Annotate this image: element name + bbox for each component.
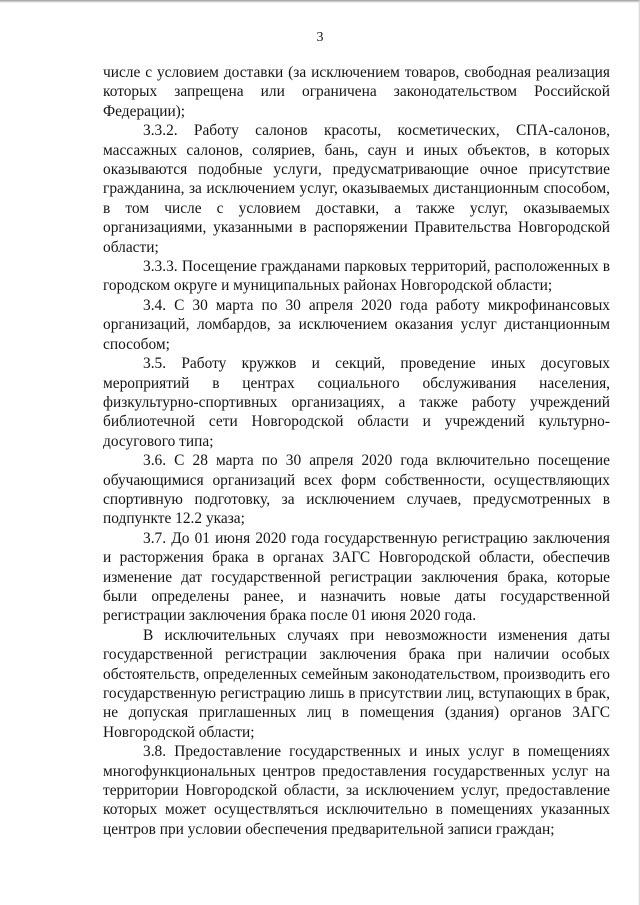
scan-edge-top	[0, 0, 640, 3]
paragraph-3-5: 3.5. Работу кружков и секций, проведение иных досуговых мероприятий в центрах социального обслуживания населения, физкультурно-спортивных организациях, а также работу учреждений библиотечной сети Новгородской области и учреждений культурно-досугового типа;	[103, 355, 610, 450]
page-number: 3	[316, 30, 324, 45]
paragraph-3-3-2: 3.3.2. Работу салонов красоты, косметических, СПА-салонов, массажных салонов, соляриев, бань, саун и иных объектов, в которых оказываются подобные услуги, предусматривающие очное присутствие гражданина, за исключением услуг, оказываемых дистанционным способом, в том числе с условием доставки, а также услуг, оказываемых организациями, указанными в распоряжении Правительства Новгородской области;	[103, 122, 610, 256]
paragraph-3-7: 3.7. До 01 июня 2020 года государственную регистрацию заключения и расторжения брака в органах ЗАГС Новгородской области, обеспечив изменение дат государственной регистрации заключения брака, которые были определены ранее, и назначить новые даты государственной регистрации заключения брака после 01 июня 2020 года.	[103, 529, 610, 625]
paragraph-3-3-3: 3.3.3. Посещение гражданами парковых территорий, расположенных в городском округе и муниципальных районах Новгородской области;	[103, 258, 610, 295]
paragraph-continuation: числе с условием доставки (за исключением товаров, свободная реализация которых запрещена или ограничена законодательством Российской Федерации);	[103, 64, 610, 120]
paragraph-exceptional-cases: В исключительных случаях при невозможности изменения даты государственной регистрации заключения брака при наличии особых обстоятельств, определенных семейным законодательством, производить его государственную регистрацию лишь в присутствии лиц, вступающих в брак, не допуская приглашенных лиц в помещения (здания) органов ЗАГС Новгородской области;	[103, 626, 610, 741]
paragraph-3-6: 3.6. С 28 марта по 30 апреля 2020 года включительно посещение обучающимися организаций всех форм собственности, осуществляющих спортивную подготовку, за исключением случаев, предусмотренных в подпункте 12.2 указа;	[103, 452, 610, 528]
paragraph-3-8: 3.8. Предоставление государственных и иных услуг в помещениях многофункциональных центров предоставления государственных услуг на территории Новгородской области, за исключением услуг, предоставление которых может осуществляться исключительно в помещениях указанных центров при условии обеспечения предварительной записи граждан;	[103, 743, 610, 838]
document-body	[103, 63, 610, 839]
paragraph-3-4: 3.4. С 30 марта по 30 апреля 2020 года работу микрофинансовых организаций, ломбардов, за исключением оказания услуг дистанционным способом;	[103, 296, 610, 353]
